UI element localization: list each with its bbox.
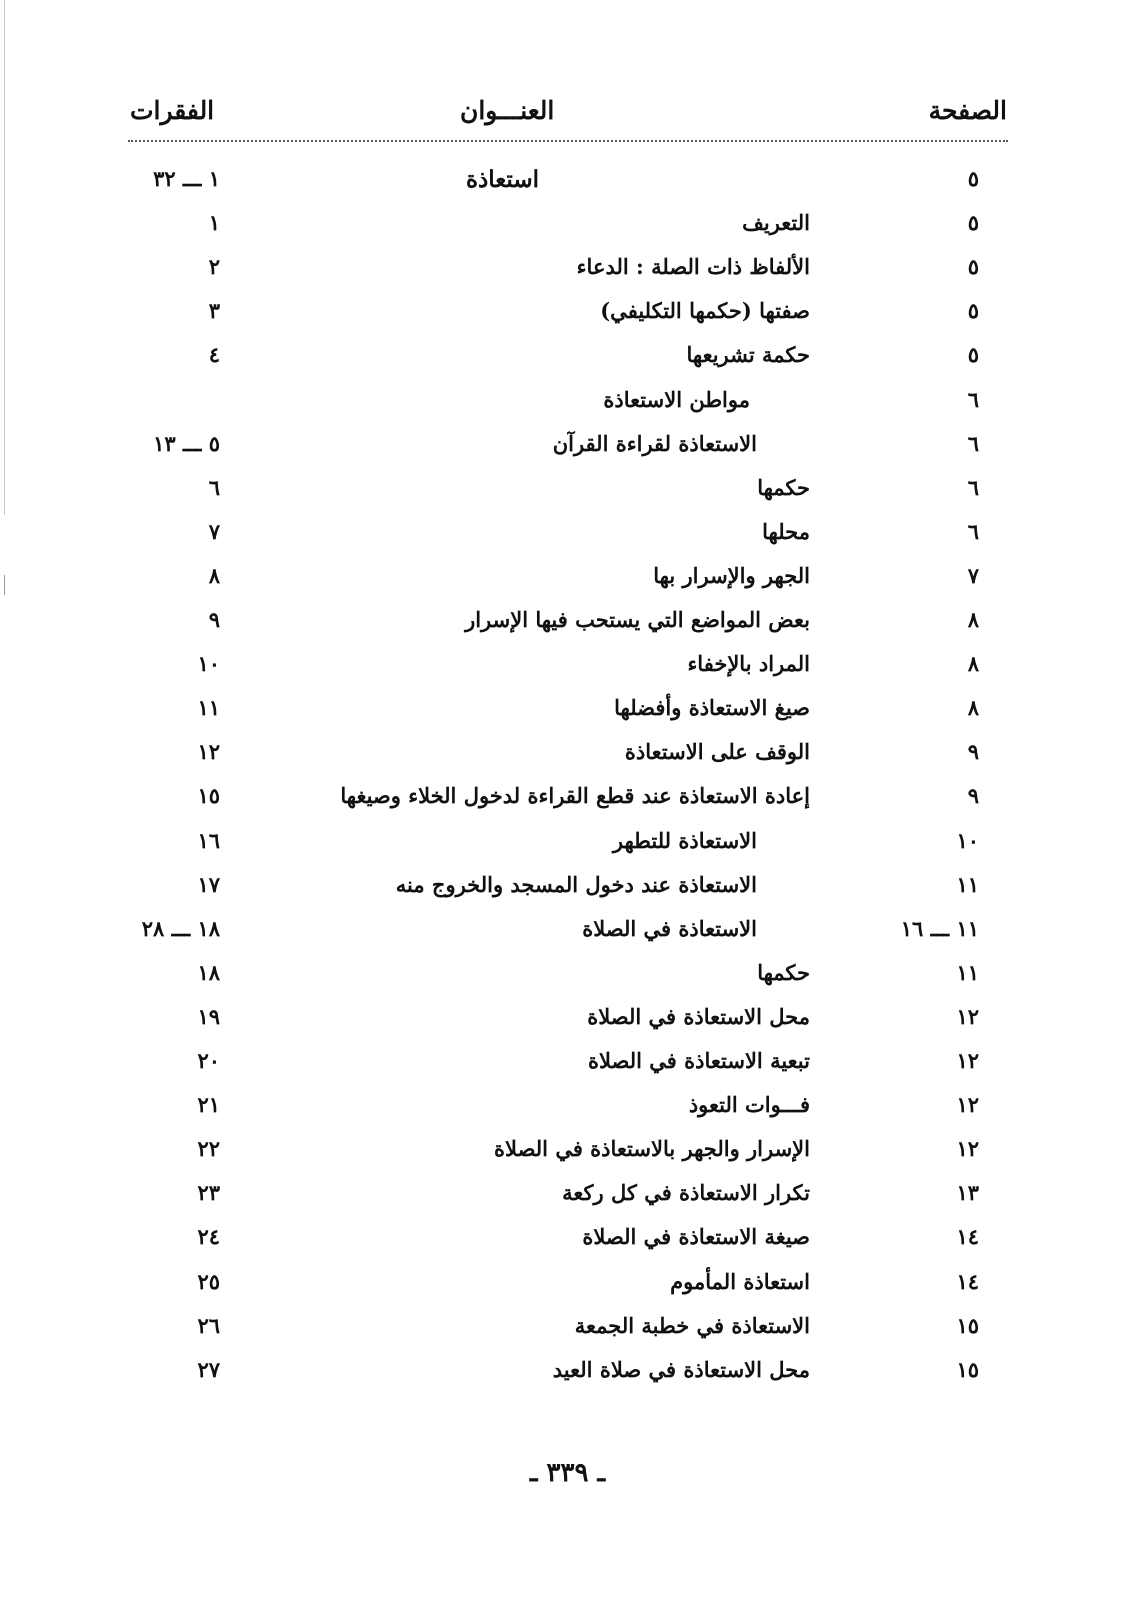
- entry-title: استعاذة: [466, 166, 539, 193]
- entry-title: مواطن الاستعاذة: [603, 387, 750, 412]
- index-entry-row: [0, 1224, 1135, 1264]
- entry-paragraphs: ١٧: [197, 872, 220, 897]
- entry-paragraphs: ٥ ـــ ١٣: [153, 431, 220, 456]
- index-entry-row: [0, 254, 1135, 294]
- entry-title: محل الاستعاذة في صلاة العيد: [552, 1357, 810, 1382]
- entry-title: الاستعاذة لقراءة القرآن: [552, 431, 757, 456]
- entry-page: ١٢: [956, 1092, 979, 1117]
- index-entry-row: [0, 431, 1135, 471]
- entry-paragraphs: ٣: [208, 298, 220, 323]
- index-entry-row: [0, 342, 1135, 382]
- table-header: [0, 96, 1135, 136]
- entry-page: ٦: [967, 431, 979, 456]
- entry-page: ٨: [967, 651, 979, 676]
- entry-page: ٨: [967, 607, 979, 632]
- entry-title: الاستعاذة للتطهر: [612, 828, 757, 853]
- index-entry-row: [0, 872, 1135, 912]
- entry-title: التعريف: [742, 210, 810, 235]
- entry-title: حكمة تشريعها: [686, 342, 810, 367]
- entry-title: بعض المواضع التي يستحب فيها الإسرار: [465, 607, 810, 632]
- entry-page: ١٣: [956, 1180, 979, 1205]
- entry-page: ١٥: [956, 1357, 979, 1382]
- entry-paragraphs: ١٢: [197, 739, 220, 764]
- entry-title: الاستعاذة عند دخول المسجد والخروج منه: [395, 872, 757, 897]
- entry-paragraphs: ١ ـــ ٣٢: [153, 166, 220, 191]
- entry-paragraphs: ١: [208, 210, 220, 235]
- entry-paragraphs: ٢٧: [197, 1357, 220, 1382]
- entry-paragraphs: ٨: [208, 563, 220, 588]
- entry-paragraphs: ٦: [208, 475, 220, 500]
- index-entry-row: [0, 475, 1135, 515]
- entry-paragraphs: ٩: [208, 607, 220, 632]
- header-title-label: العنـــوان: [460, 96, 555, 125]
- entry-page: ٩: [967, 739, 979, 764]
- entry-page: ٥: [967, 254, 979, 279]
- entry-paragraphs: ١١: [197, 695, 220, 720]
- index-entry-row: [0, 563, 1135, 603]
- entry-page: ١٤: [956, 1224, 979, 1249]
- page-number: ـ ٣٣٩ ـ: [529, 1458, 606, 1488]
- index-entry-row: [0, 1092, 1135, 1132]
- index-entry-row: [0, 1180, 1135, 1220]
- entry-paragraphs: ٢٥: [197, 1269, 220, 1294]
- entry-paragraphs: ٢٢: [197, 1136, 220, 1161]
- entry-paragraphs: ٢: [208, 254, 220, 279]
- entry-page: ١٢: [956, 1004, 979, 1029]
- entry-title: فـــوات التعوذ: [688, 1092, 810, 1117]
- entry-page: ٦: [967, 519, 979, 544]
- entry-paragraphs: ٢٣: [197, 1180, 220, 1205]
- entry-page: ٥: [967, 342, 979, 367]
- entry-paragraphs: ١٨ ـــ ٢٨: [141, 916, 220, 941]
- entry-title: الإسرار والجهر بالاستعاذة في الصلاة: [494, 1136, 810, 1161]
- index-entry-row: [0, 607, 1135, 647]
- entry-page: ٥: [967, 166, 979, 191]
- entry-paragraphs: ١٥: [197, 783, 220, 808]
- entry-paragraphs: ٤: [208, 342, 220, 367]
- entry-title: الألفاظ ذات الصلة : الدعاء: [576, 254, 810, 279]
- entry-page: ١٤: [956, 1269, 979, 1294]
- entry-page: ١١: [956, 872, 979, 897]
- entry-page: ١٠: [956, 828, 979, 853]
- entry-title: صفتها (حكمها التكليفي): [600, 298, 810, 323]
- entry-page: ١٥: [956, 1313, 979, 1338]
- header-paragraphs-label: الفقرات: [130, 96, 215, 125]
- index-entry-row: [0, 783, 1135, 823]
- entry-paragraphs: ٧: [208, 519, 220, 544]
- entry-title: استعاذة المأموم: [670, 1269, 810, 1294]
- entry-paragraphs: ٢٠: [197, 1048, 220, 1073]
- entry-paragraphs: ٢٦: [197, 1313, 220, 1338]
- entry-paragraphs: ١٩: [197, 1004, 220, 1029]
- index-entry-row: [0, 1313, 1135, 1353]
- index-entry-row: [0, 1004, 1135, 1044]
- entry-title: الاستعاذة في خطبة الجمعة: [574, 1313, 810, 1338]
- index-entry-row: [0, 828, 1135, 868]
- index-entry-row: [0, 651, 1135, 691]
- index-entry-row: [0, 1269, 1135, 1309]
- index-entry-row: [0, 210, 1135, 250]
- entry-page: ٥: [967, 210, 979, 235]
- entry-paragraphs: ١٦: [197, 828, 220, 853]
- entry-title: تكرار الاستعاذة في كل ركعة: [562, 1180, 810, 1205]
- entry-paragraphs: ٢١: [197, 1092, 220, 1117]
- entry-title: تبعية الاستعاذة في الصلاة: [588, 1048, 810, 1073]
- index-entry-row: [0, 519, 1135, 559]
- index-entry-row: [0, 166, 1135, 206]
- header-dotted-separator: [128, 140, 1008, 142]
- entry-page: ٦: [967, 387, 979, 412]
- index-entry-row: [0, 298, 1135, 338]
- entry-page: ١٢: [956, 1048, 979, 1073]
- entry-title: الجهر والإسرار بها: [653, 563, 810, 588]
- entry-title: محلها: [762, 519, 810, 544]
- entry-title: صيغ الاستعاذة وأفضلها: [614, 695, 810, 720]
- entry-title: المراد بالإخفاء: [687, 651, 810, 676]
- entry-title: محل الاستعاذة في الصلاة: [587, 1004, 810, 1029]
- index-entry-row: [0, 1357, 1135, 1397]
- index-entry-row: [0, 739, 1135, 779]
- entry-title: الاستعاذة في الصلاة: [582, 916, 757, 941]
- header-page-label: الصفحة: [928, 96, 1007, 125]
- entry-title: حكمها: [757, 475, 810, 500]
- entry-paragraphs: ٢٤: [197, 1224, 220, 1249]
- entry-page: ١١: [956, 960, 979, 985]
- entry-page: ٨: [967, 695, 979, 720]
- entry-page: ٥: [967, 298, 979, 323]
- index-entry-row: [0, 1048, 1135, 1088]
- entry-title: حكمها: [757, 960, 810, 985]
- index-entry-row: [0, 1136, 1135, 1176]
- index-entry-row: [0, 695, 1135, 735]
- entry-paragraphs: ١٨: [197, 960, 220, 985]
- entry-page: ١٢: [956, 1136, 979, 1161]
- entry-page: ٧: [967, 563, 979, 588]
- index-entry-row: [0, 916, 1135, 956]
- entry-paragraphs: ١٠: [197, 651, 220, 676]
- entry-page: ١١ ـــ ١٦: [900, 916, 979, 941]
- entry-title: الوقف على الاستعاذة: [624, 739, 810, 764]
- entry-page: ٩: [967, 783, 979, 808]
- index-entry-row: [0, 387, 1135, 427]
- index-entry-row: [0, 960, 1135, 1000]
- entry-page: ٦: [967, 475, 979, 500]
- entry-title: صيغة الاستعاذة في الصلاة: [582, 1224, 810, 1249]
- entry-title: إعادة الاستعاذة عند قطع القراءة لدخول الخلاء وصيغها: [340, 783, 810, 808]
